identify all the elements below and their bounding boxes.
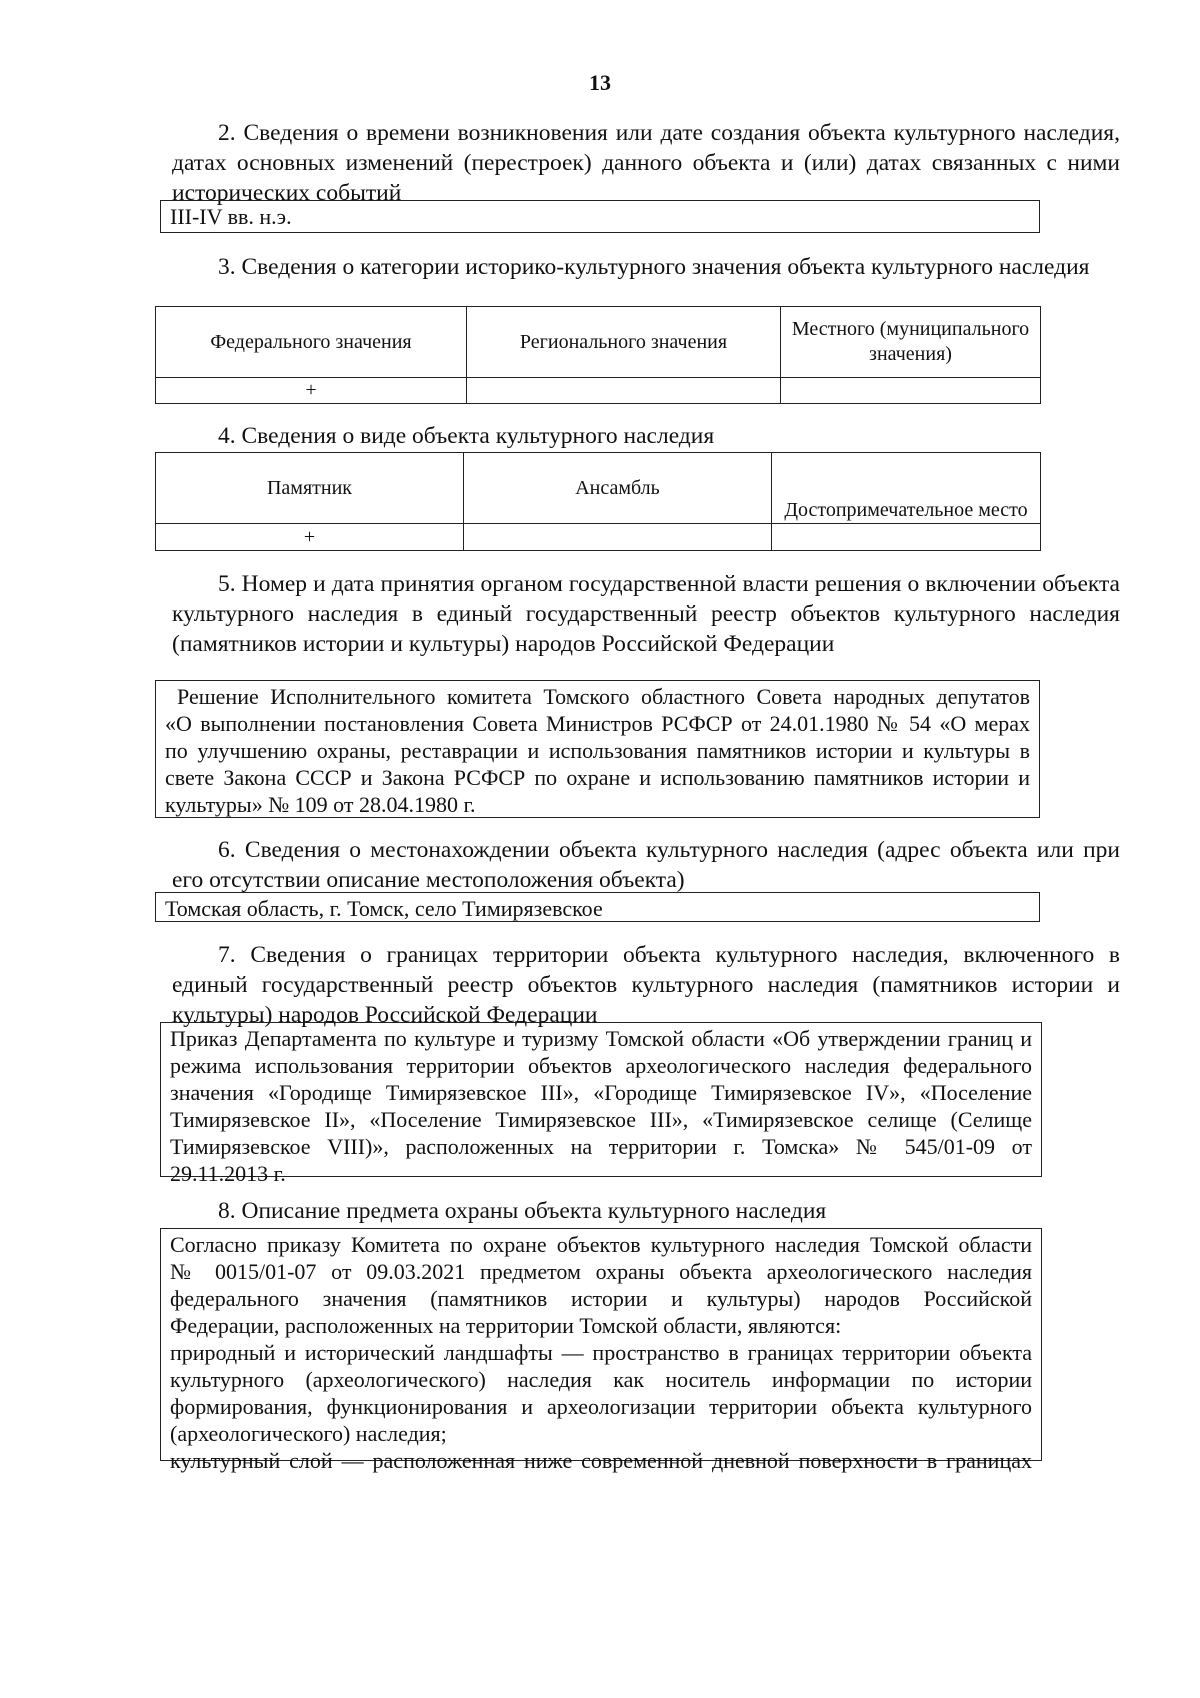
type-header-monument: Памятник — [156, 453, 464, 524]
type-table — [155, 452, 1041, 551]
s8-line-9: культурный слой — расположенная ниже современной дневной поверхности в границах — [170, 1448, 1032, 1473]
section-4-heading: 4. Сведения о виде объекта культурного наследия — [218, 423, 715, 449]
s5-line-1: Решение Исполнительного комитета Томского областного Совета народных депутатов — [177, 684, 1030, 709]
type-value-ensemble — [464, 524, 772, 551]
section-2-heading — [172, 118, 1120, 208]
s8-line-3: федерального значения (памятников истории и культуры) народов Российской — [170, 1286, 1032, 1311]
section-6-value: Томская область, г. Томск, село Тимирязевское — [165, 896, 603, 921]
s7-line-3: значения «Городище Тимирязевское III», «Городище Тимирязевское IV», «Поселение — [170, 1080, 1032, 1105]
type-header-landmark: Достопримечательное место — [772, 453, 1041, 524]
section-2-value-box — [160, 200, 1040, 233]
s7-line-5: Тимирязевское VIII)», расположенных на территории г. Томска» № 545/01-09 от — [170, 1134, 1032, 1159]
section-3-heading — [172, 252, 1120, 282]
section-7-heading — [172, 940, 1120, 1030]
s8-line-8: (археологического) наследия; — [170, 1421, 447, 1446]
s8-line-5: природный и исторический ландшафты — пространство в границах территории объекта — [170, 1340, 1032, 1365]
section-6-heading — [172, 835, 1120, 895]
page-number: 13 — [589, 70, 611, 95]
section-2-text: 2. Сведения о времени возникновения или дате создания объекта культурного наследия, датах основных изменений (перестроек) данного объекта и (или) датах связанных с ними исторических событий — [172, 120, 1120, 206]
s8-line-2: № 0015/01-07 от 09.03.2021 предметом охраны объекта археологического наследия — [170, 1259, 1032, 1284]
section-3-text: 3. Сведения о категории историко-культурного значения объекта культурного наследия — [218, 254, 1090, 280]
type-table-value-row — [156, 524, 1041, 551]
type-table-header-row — [156, 453, 1041, 524]
type-value-monument: + — [156, 524, 464, 551]
section-7-text: 7. Сведения о границах территории объекта культурного наследия, включенного в единый государственный реестр объектов культурного наследия (памятников истории и культуры) народов Российской Федерации — [172, 942, 1120, 1028]
category-table-header-row — [156, 307, 1041, 378]
category-header-federal: Федерального значения — [156, 307, 467, 378]
s7-line-4: Тимирязевское II», «Поселение Тимирязевское III», «Тимирязевское селище (Селище — [170, 1107, 1032, 1132]
section-5-heading — [172, 569, 1120, 659]
section-8-heading: 8. Описание предмета охраны объекта культурного наследия — [218, 1198, 827, 1224]
s7-line-6: 29.11.2013 г. — [170, 1161, 286, 1186]
s5-line-3: по улучшению охраны, реставрации и использования памятников истории и культуры в — [165, 738, 1030, 763]
s5-line-2: «О выполнении постановления Совета Министров РСФСР от 24.01.1980 № 54 «О мерах — [165, 711, 1030, 736]
s7-line-2: режима использования территории объектов археологического наследия федерального — [170, 1053, 1032, 1078]
section-8-value-box — [160, 1228, 1042, 1473]
s8-line-6: культурного (археологического) наследия как носитель информации по истории — [170, 1367, 1032, 1392]
category-table-value-row — [156, 378, 1041, 404]
category-header-local: Местного (муниципального значения) — [781, 307, 1041, 378]
section-2-value: III-IV вв. н.э. — [170, 204, 292, 229]
s8-line-1: Согласно приказу Комитета по охране объектов культурного наследия Томской области — [170, 1232, 1032, 1257]
category-value-local — [781, 378, 1041, 404]
s8-line-4: Федерации, расположенных на территории Томской области, являются: — [170, 1313, 842, 1338]
section-5-text: 5. Номер и дата принятия органом государственной власти решения о включении объекта культурного наследия в единый государственный реестр объектов культурного наследия (памятников истории и культуры) народов Российской Федерации — [172, 571, 1120, 657]
s5-line-5: культуры» № 109 от 28.04.1980 г. — [165, 792, 476, 817]
s5-line-4: свете Закона СССР и Закона РСФСР по охране и использованию памятников истории и — [165, 765, 1030, 790]
category-table — [155, 306, 1041, 404]
type-header-ensemble: Ансамбль — [464, 453, 772, 524]
category-header-regional: Регионального значения — [467, 307, 781, 378]
category-value-federal: + — [156, 378, 467, 404]
section-6-text: 6. Сведения о местонахождении объекта культурного наследия (адрес объекта или при его отсутствии описание местоположения объекта) — [172, 837, 1120, 893]
section-5-value-box — [155, 680, 1040, 818]
section-6-value-box — [155, 892, 1040, 922]
category-value-regional — [467, 378, 781, 404]
s8-line-7: формирования, функционирования и археологизации территории объекта культурного — [170, 1394, 1032, 1419]
type-value-landmark — [772, 524, 1041, 551]
section-7-value-box — [160, 1022, 1042, 1186]
s7-line-1: Приказ Департамента по культуре и туризму Томской области «Об утверждении границ и — [170, 1026, 1032, 1051]
